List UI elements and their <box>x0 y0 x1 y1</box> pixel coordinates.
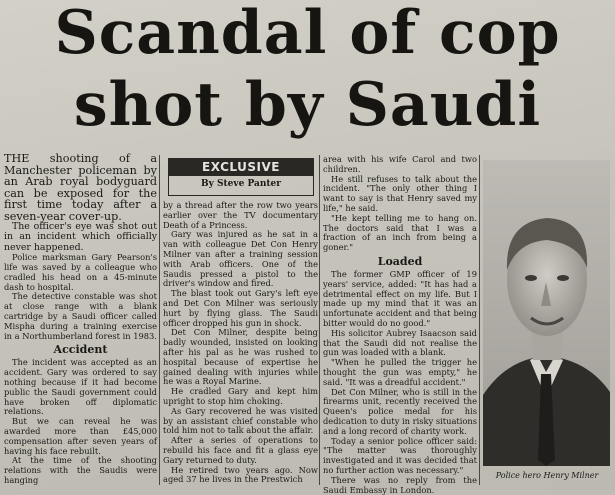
paragraph: Gary was injured as he sat in a van with colleague Det Con Henry Milner van after a training session with Arab officers. One of the Saudis pressed a pistol to the driver's window and fired. <box>163 229 318 289</box>
article-column-1 <box>4 153 157 488</box>
paragraph: Det Con Milner, who is still in the firearms unit, recently received the Queen's police medal for his dedication to duty in risky situations and a long record of charity work. <box>323 386 478 436</box>
paragraph: At the time of the shooting relations with the Saudis were hanging <box>4 455 157 485</box>
column-rule-3 <box>479 155 480 485</box>
paragraph: He cradled Gary and kept him upright to stop him choking. <box>163 386 318 406</box>
portrait-illustration <box>483 160 610 466</box>
article-column-2 <box>163 201 318 488</box>
subhead-accident: Accident <box>53 343 108 357</box>
photo-caption: Police hero Henry Milner <box>495 471 599 480</box>
paragraph: Det Con Milner, despite being badly wounded, insisted on looking after his pal as he was rushed to hospital because of expertise he gained dealing with injuries while he was a Royal Marine. <box>163 327 318 387</box>
paragraph: The blast took out Gary's left eye and Det Con Milner was seriously hurt by flying glass. The Saudi officer dropped his gun in shock. <box>163 288 318 328</box>
headline-line-2: shot by Saudi <box>73 70 542 140</box>
column-rule-1 <box>159 155 160 485</box>
subhead-loaded: Loaded <box>377 254 423 268</box>
byline: By Steve Panter <box>201 179 281 189</box>
portrait-photo <box>483 160 610 466</box>
paragraph: After a series of operations to rebuild his face and fit a glass eye Gary returned to duty. <box>163 435 318 465</box>
article-column-3 <box>323 154 478 495</box>
paragraph: "He kept telling me to hang on. The doctors said that I was a fraction of an inch from being a goner." <box>323 212 477 253</box>
paragraph: As Gary recovered he was visited by an assistant chief constable who told him not to talk about the affair. <box>163 405 318 436</box>
paragraph: He retired two years ago. Now aged 37 he lives in the Prestwich <box>163 464 318 485</box>
column-rule-2 <box>319 155 320 485</box>
paragraph: by a thread after the row two years earlier over the TV documentary Death of a Princess. <box>163 200 318 230</box>
paragraph: area with his wife Carol and two children. <box>323 154 477 174</box>
paragraph: Today a senior police officer said: "The matter was thoroughly investigated and it was decided that no further action was necessary." <box>323 435 477 475</box>
headline-line-1: Scandal of cop <box>54 0 561 68</box>
paragraph: He still refuses to talk about the incident. "The only other thing I want to say is that Henry saved my life," he said. <box>323 173 477 213</box>
paragraph: The incident was accepted as an accident. Gary was ordered to say nothing because if it had become public the Saudi government could have broken off diplomatic relations. <box>4 357 157 417</box>
exclusive-tag: EXCLUSIVE <box>169 159 313 176</box>
exclusive-box <box>168 158 314 196</box>
paragraph: The detective constable was shot at close range with a blank cartridge by a Saudi officer called Mispha during a training exercise in a Northumberland forest in 1983. <box>4 291 157 341</box>
intro-lead: THE shooting of a Manchester policeman by an Arab royal bodyguard can be exposed for the first time today after a seven-year cover-up. <box>4 152 157 223</box>
paragraph: His solicitor Aubrey Isaacson said that the Saudi did not realise the gun was loaded with a blank. <box>323 327 477 358</box>
paragraph: Police marksman Gary Pearson's life was saved by a colleague who cradled his head on a 45-minute dash to hospital. <box>4 252 157 292</box>
paragraph: There was no reply from the Saudi Embassy in London. <box>323 474 477 495</box>
paragraph: But we can reveal he was awarded more than £45,000 compensation after seven years of having his face rebuilt. <box>4 416 157 456</box>
paragraph: The former GMP officer of 19 years' service, added: "It has had a detrimental effect on my life. But I made up my mind that it was an unfortunate accident and that being bitter would do no good." <box>323 268 477 328</box>
intro-second: The officer's eye was shot out in an incident which officially never happened. <box>4 221 157 253</box>
paragraph: "When he pulled the trigger he thought the gun was empty," he said. "It was a dreadful accident." <box>323 357 477 387</box>
